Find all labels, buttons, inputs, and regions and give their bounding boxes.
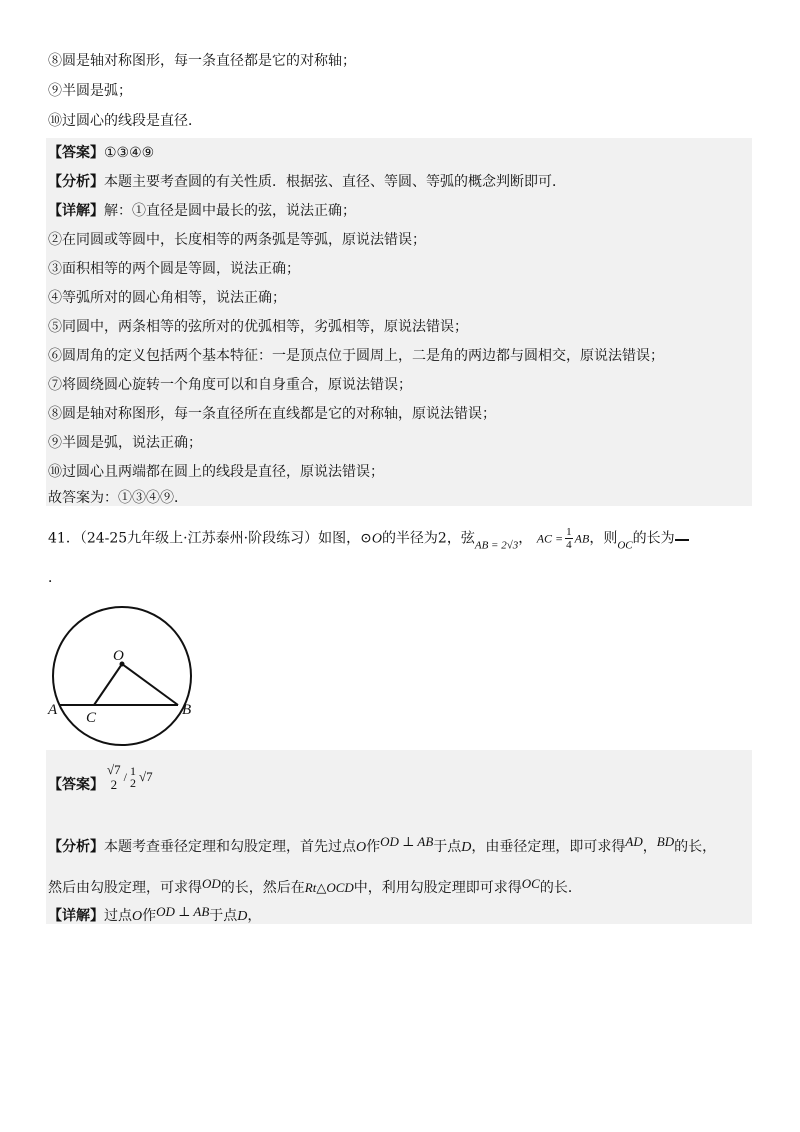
label-c: C bbox=[86, 710, 97, 726]
label-b: B bbox=[182, 702, 192, 718]
answer-label: 【答案】 bbox=[48, 145, 104, 161]
analysis-text: 本题考查垂径定理和勾股定理，首先过点 bbox=[104, 839, 356, 855]
detail-line: ⑧圆是轴对称图形，每一条直径所在直线都是它的对称轴，原说法错误； bbox=[48, 406, 496, 422]
analysis-text: 的长， bbox=[674, 839, 717, 855]
label-o: O bbox=[113, 648, 124, 664]
conclusion-line: 故答案为：①③④⑨． bbox=[48, 490, 188, 506]
detail-text: 过点 bbox=[104, 908, 132, 924]
answer-root: √7 bbox=[138, 769, 153, 784]
detail-text: 作 bbox=[142, 908, 157, 924]
answer-value: ①③④⑨ bbox=[104, 145, 155, 161]
analysis-text: ， bbox=[642, 839, 657, 855]
question-source: （24-25九年级上·江苏泰州·阶段练习） bbox=[79, 530, 319, 547]
detail-text: 于点 bbox=[209, 908, 238, 924]
label-a: A bbox=[48, 702, 58, 718]
circle-o: ⊙O bbox=[360, 531, 382, 547]
question-text: ， bbox=[518, 530, 533, 547]
detail-line: ⑦将圆绕圆心旋转一个角度可以和自身重合，原说法错误； bbox=[48, 377, 412, 393]
segment-oc-line bbox=[94, 664, 122, 705]
statement-item-9: ⑨半圆是弧； bbox=[48, 83, 132, 99]
point-o: O bbox=[132, 909, 143, 924]
detail-line-40 bbox=[48, 201, 356, 221]
point-d: D bbox=[237, 909, 248, 924]
circle-outline bbox=[53, 607, 191, 745]
analysis-text: ，由垂径定理，即可求得 bbox=[471, 839, 626, 855]
analysis-text: 中，利用勾股定理即可求得 bbox=[353, 880, 522, 896]
statement-item-8: ⑧圆是轴对称图形，每一条直径都是它的对称轴； bbox=[48, 53, 356, 69]
question-number: 41． bbox=[48, 530, 80, 547]
analysis-text: 的长，然后在 bbox=[220, 880, 305, 896]
answer-blank[interactable] bbox=[675, 529, 689, 541]
question-text: 如图， bbox=[318, 530, 361, 547]
analysis-line-40 bbox=[48, 172, 566, 192]
circle-figure bbox=[42, 606, 212, 746]
question-41 bbox=[48, 526, 689, 556]
detail-label: 【详解】 bbox=[48, 203, 104, 219]
analysis-label: 【分析】 bbox=[48, 839, 104, 855]
analysis-text: 于点 bbox=[433, 839, 462, 855]
question-text: 的半径为2，弦 bbox=[381, 530, 475, 547]
answer-fraction bbox=[106, 762, 122, 792]
answer-denominator: 2 bbox=[110, 777, 118, 792]
analysis-label: 【分析】 bbox=[48, 174, 104, 190]
analysis-text: 本题主要考查圆的有关性质．根据弦、直径、等圆、等弧的概念判断即可． bbox=[104, 174, 566, 190]
right-triangle-ocd: Rt△OCD bbox=[304, 880, 354, 895]
od-perp-ab: OD ⊥ AB bbox=[380, 834, 434, 849]
detail-text: ， bbox=[247, 908, 262, 924]
segment-oc: OC bbox=[617, 539, 633, 552]
detail-line: ⑤同圆中，两条相等的弦所对的优弧相等，劣弧相等，原说法错误； bbox=[48, 319, 468, 335]
analysis-text: 的长． bbox=[539, 880, 582, 896]
detail-line: ②在同圆或等圆中，长度相等的两条弧是等弧，原说法错误； bbox=[48, 232, 426, 248]
analysis-text: 然后由勾股定理，可求得 bbox=[48, 880, 202, 896]
answer-half-denominator: 2 bbox=[129, 776, 136, 790]
segment-od: OD bbox=[202, 876, 221, 891]
detail-line: ③面积相等的两个圆是等圆，说法正确； bbox=[48, 261, 300, 277]
detail-line: ⑥圆周角的定义包括两个基本特征：一是顶点位于圆周上，二是角的两边都与圆相交，原说法错误； bbox=[48, 348, 664, 364]
statement-item-10: ⑩过圆心的线段是直径． bbox=[48, 113, 202, 129]
point-o: O bbox=[356, 840, 367, 855]
point-d: D bbox=[461, 840, 472, 855]
question-text: 的长为 bbox=[632, 530, 675, 547]
question-trailing-period: ． bbox=[48, 570, 62, 586]
answer-line-41 bbox=[48, 762, 153, 796]
chord-ab-length: AB = 2√3 bbox=[474, 539, 519, 552]
detail-line: ④等弧所对的圆心角相等，说法正确； bbox=[48, 290, 286, 306]
analysis-line-41-cont bbox=[48, 874, 582, 898]
answer-label: 【答案】 bbox=[48, 777, 104, 793]
detail-label: 【详解】 bbox=[48, 908, 104, 924]
fraction-one-quarter bbox=[565, 526, 573, 551]
fraction-numerator: 1 bbox=[566, 526, 572, 538]
segment-ob-line bbox=[122, 664, 178, 705]
analysis-text: 作 bbox=[366, 839, 381, 855]
answer-numerator: √7 bbox=[107, 762, 121, 777]
detail-text: 解：①直径是圆中最长的弦，说法正确； bbox=[104, 203, 356, 219]
segment-ad: AD bbox=[625, 834, 643, 849]
ac-lhs: AC = bbox=[536, 531, 564, 546]
segment-oc-text: OC bbox=[521, 876, 540, 891]
detail-line: ⑩过圆心且两端都在圆上的线段是直径，原说法错误； bbox=[48, 464, 384, 480]
detail-line-41 bbox=[48, 902, 261, 927]
od-perp-ab: OD ⊥ AB bbox=[156, 904, 210, 919]
answer-line-40 bbox=[48, 143, 154, 163]
question-text: ，则 bbox=[589, 530, 618, 547]
segment-bd: BD bbox=[656, 834, 675, 849]
ac-rhs: AB bbox=[574, 531, 590, 546]
answer-half-numerator: 1 bbox=[129, 764, 136, 778]
answer-half bbox=[129, 765, 137, 789]
analysis-line-41 bbox=[48, 832, 716, 858]
fraction-denominator: 4 bbox=[566, 539, 572, 551]
answer-slash: / bbox=[123, 770, 127, 784]
detail-line: ⑨半圆是弧，说法正确； bbox=[48, 435, 202, 451]
